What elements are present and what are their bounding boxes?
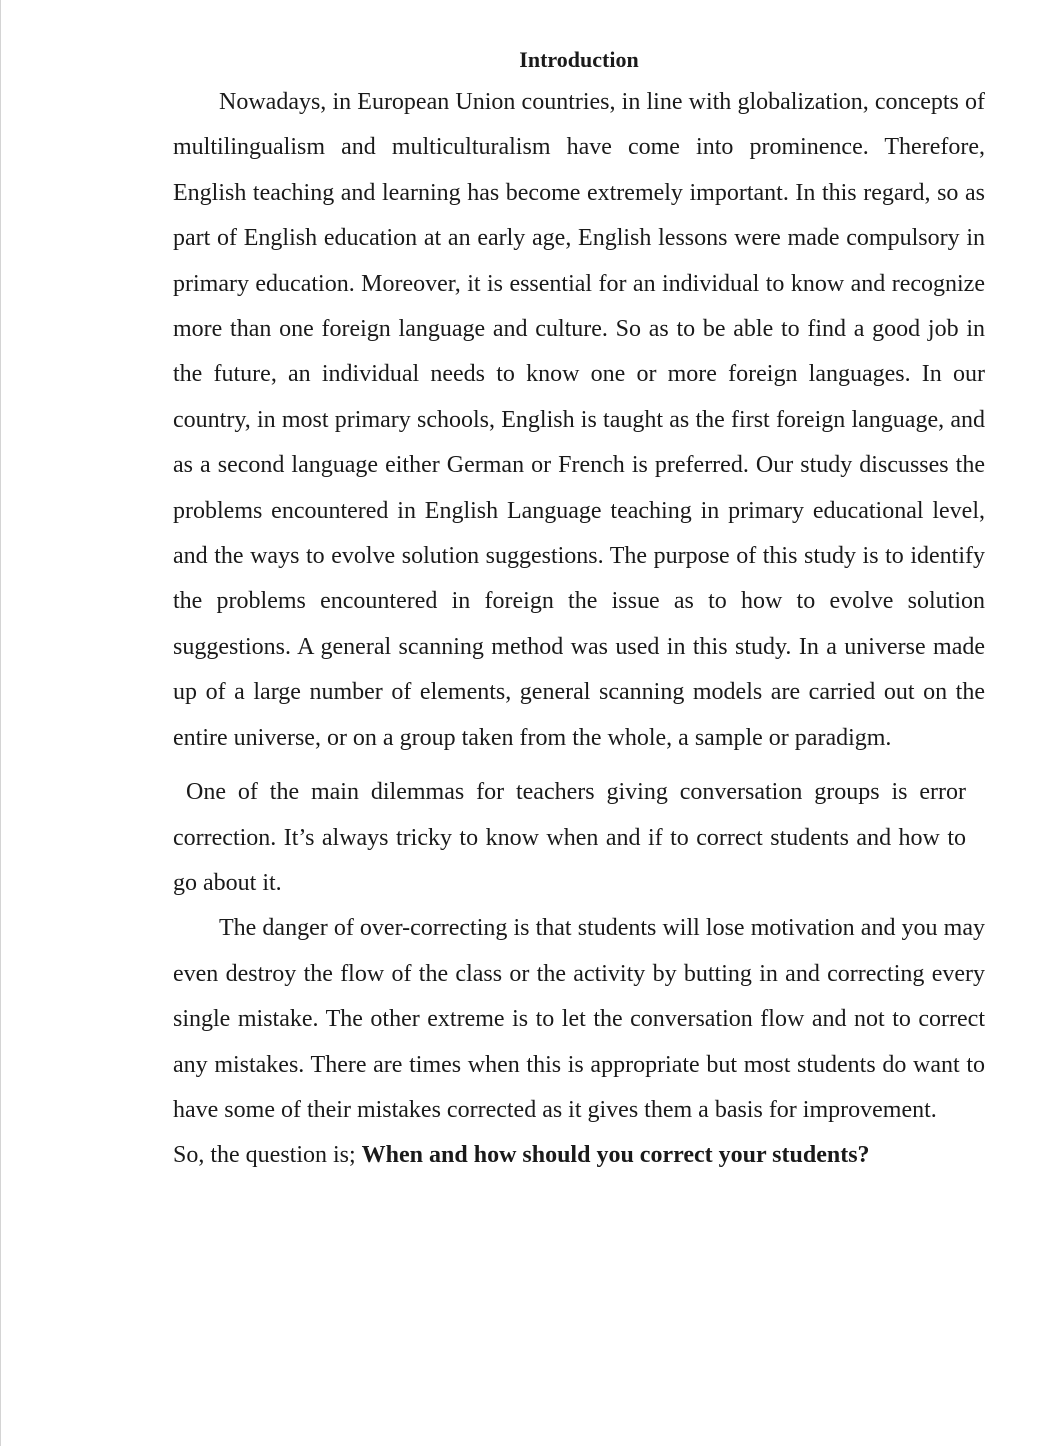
paragraph-dilemma: One of the main dilemmas for teachers giving conversation groups is error correction. It’s always tricky to know when and if to correct students and how to go about it. xyxy=(173,779,966,896)
closing-question-line xyxy=(173,1133,985,1178)
closing-question: When and how should you correct your students? xyxy=(361,1142,870,1169)
section-heading: Introduction xyxy=(519,47,639,72)
closing-lead-text: So, the question is; xyxy=(173,1142,362,1169)
paragraph-over-correcting: The danger of over-correcting is that students will lose motivation and you may even destroy the flow of the class or the activity by butting in and correcting every single mistake. The other extreme is to let the conversation flow and not to correct any mistakes. There are times when this is appropriate but most students do want to have some of their mistakes corrected as it gives them a basis for improvement. xyxy=(173,915,985,1123)
document-body xyxy=(173,40,985,1179)
paragraph-introduction: Nowadays, in European Union countries, in line with globalization, concepts of multilingualism and multiculturalism have come into prominence. Therefore, English teaching and learning has become extremely important. In this regard, so as part of English education at an early age, English lessons were made compulsory in primary education. Moreover, it is essential for an individual to know and recognize more than one foreign language and culture. So as to be able to find a good job in the future, an individual needs to know one or more foreign languages. In our country, in most primary schools, English is taught as the first foreign language, and as a second language either German or French is preferred. Our study discusses the problems encountered in English Language teaching in primary educational level, and the ways to evolve solution suggestions. The purpose of this study is to identify the problems encountered in foreign the issue as to how to evolve solution suggestions. A general scanning method was used in this study. In a universe made up of a large number of elements, general scanning models are carried out on the entire universe, or on a group taken from the whole, a sample or paradigm. xyxy=(173,89,985,751)
